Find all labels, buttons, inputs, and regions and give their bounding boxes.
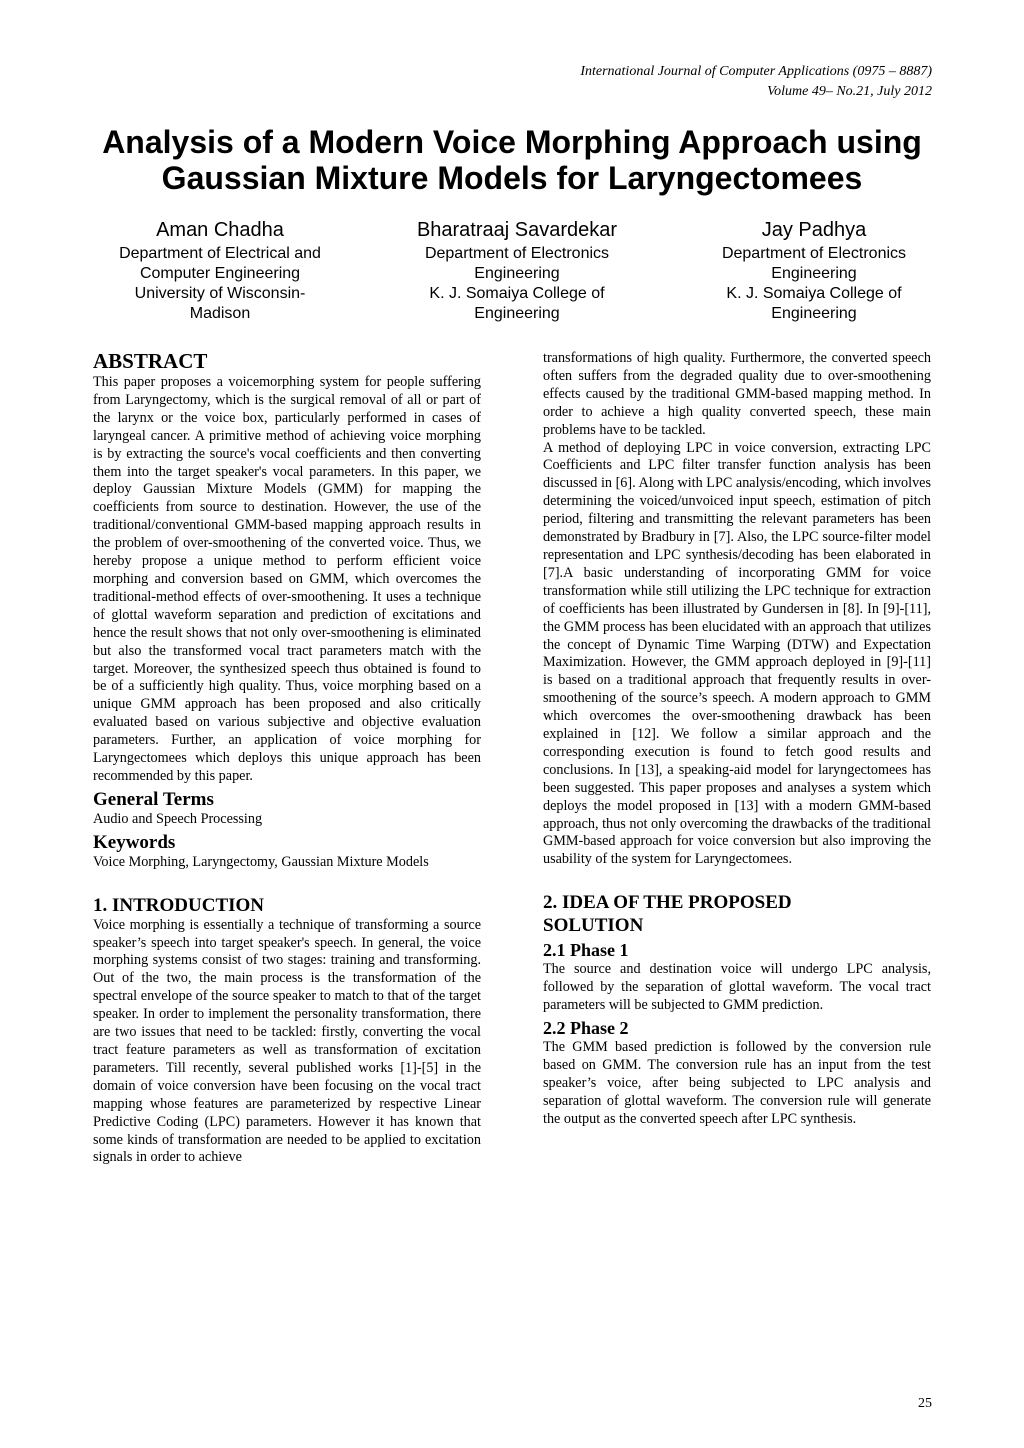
- intro-paragraph-2: A method of deploying LPC in voice conversion, extracting LPC Coefficients and LPC filter transfer function analysis has been discussed in [6]. Along with LPC analysis/encoding, which involves determining the voiced/unvoiced input speech, estimation of pitch period, filtering and transmitting the relevant parameters has been demonstrated by Bradbury in [7]. Also, the LPC source-filter model representation and LPC synthesis/decoding has been elaborated in [7].A basic understanding of incorporating GMM for voice transformation while still utilizing the LPC technique for extraction of coefficients has been illustrated by Gundersen in [8]. In [9]-[11], the GMM process has been elucidated with an approach that utilizes the concept of Dynamic Time Warping (DTW) and Expectation Maximization. However, the GMM approach deployed in [9]-[11] is based on a traditional approach that frequently results in over-smoothening of the source’s speech. A modern approach to GMM which overcomes the over-smoothening drawback has been explained in [12]. We follow a similar approach and the corresponding execution is found to fetch good results and conclusions. In [13], a speaking-aid model for laryngectomees has been suggested. This paper proposes and analyses a system which deploys the model proposed in [13] with a modern GMM-based approach, thus not only overcoming the drawbacks of the traditional GMM-based approach for voice conversion but also improving the usability of the system for Laryngectomees.: [543, 439, 931, 868]
- author-block: [90, 216, 944, 324]
- paper-title: [40, 124, 984, 196]
- author-department: Computer Engineering: [139, 265, 301, 282]
- author-department: Department of Electronics: [424, 245, 610, 262]
- author-name: Jay Padhya: [761, 219, 867, 241]
- phase-1-heading: 2.1 Phase 1: [543, 940, 629, 961]
- journal-name: International Journal of Computer Applications (0975 – 8887): [580, 64, 932, 79]
- abstract-heading: ABSTRACT: [93, 349, 208, 373]
- general-terms-heading: General Terms: [93, 788, 214, 810]
- section-2-heading-line-2: SOLUTION: [543, 915, 644, 937]
- general-terms-text: Audio and Speech Processing: [93, 810, 263, 827]
- author-institution: K. J. Somaiya College of: [429, 285, 605, 302]
- introduction-heading: 1. INTRODUCTION: [93, 894, 265, 916]
- journal-volume: Volume 49– No.21, July 2012: [767, 84, 932, 99]
- author-institution: Engineering: [771, 305, 857, 322]
- section-2-heading: [543, 891, 931, 937]
- abstract-text: This paper proposes a voicemorphing system for people suffering from Laryngectomy, which is the surgical removal of all or part of the larynx or the voice box, particularly performed in cases of laryngeal cancer. A primitive method of achieving voice morphing is by extracting the source's vocal coefficients and then converting them into the target speaker's vocal parameters. In this paper, we deploy Gaussian Mixture Models (GMM) for mapping the coefficients from source to destination. However, the use of the traditional/conventional GMM-based mapping approach results in the problem of over-smoothening of the converted voice. Thus, we hereby propose a unique method to perform efficient voice morphing and conversion based on GMM, which overcomes the traditional-method effects of over-smoothening. It uses a technique of glottal waveform separation and prediction of excitations and hence the result shows that not only over-smoothening is eliminated but also the transformed vocal tract parameters match with the target. Moreover, the synthesized speech thus obtained is found to be of a sufficiently high quality. Thus, voice morphing based on a unique GMM approach has been proposed and also critically evaluated based on various subjective and objective evaluation parameters. Further, an application of voice morphing for Laryngectomees which deploys this unique approach has been recommended by this paper.: [93, 374, 481, 784]
- page-number: 25: [918, 1396, 932, 1411]
- phase-2-heading: 2.2 Phase 2: [543, 1018, 629, 1038]
- section-2-heading-line-1: 2. IDEA OF THE PROPOSED: [543, 892, 792, 914]
- journal-header: [580, 62, 932, 102]
- author-1: [90, 216, 350, 324]
- author-institution: University of Wisconsin-: [134, 285, 306, 302]
- title-line-1: Analysis of a Modern Voice Morphing Approach using: [102, 124, 922, 160]
- keywords-text: Voice Morphing, Laryngectomy, Gaussian Mixture Models: [93, 853, 429, 870]
- author-institution: Engineering: [474, 305, 560, 322]
- author-3: [684, 216, 944, 324]
- title-line-2: Gaussian Mixture Models for Laryngectomees: [161, 160, 863, 196]
- author-institution: K. J. Somaiya College of: [726, 285, 902, 302]
- author-name: Aman Chadha: [156, 219, 284, 241]
- author-institution: Madison: [189, 305, 251, 322]
- author-department: Engineering: [474, 265, 560, 282]
- left-column: [93, 348, 481, 1167]
- phase-1-text: The source and destination voice will undergo LPC analysis, followed by the separation of glottal waveform. The vocal tract parameters will be subjected to GMM prediction.: [543, 961, 931, 1014]
- right-column: [543, 350, 931, 1129]
- intro-continued-text: transformations of high quality. Furthermore, the converted speech often suffers from the degraded quality due to over-smoothening effects caused by the traditional GMM-based mapping method. In order to achieve a high quality converted speech, these main problems have to be tackled.: [543, 350, 931, 438]
- phase-2-text: The GMM based prediction is followed by the conversion rule based on GMM. The conversion rule has an input from the test speaker’s voice, after being subjected to LPC analysis and separation of glottal waveform. The conversion rule will generate the output as the converted speech after LPC synthesis.: [543, 1039, 931, 1127]
- author-department: Engineering: [771, 265, 857, 282]
- keywords-heading: Keywords: [93, 831, 176, 853]
- author-2: [387, 216, 647, 324]
- author-department: Department of Electronics: [721, 245, 907, 262]
- introduction-text: Voice morphing is essentially a technique of transforming a source speaker’s speech into target speaker's speech. In general, the voice morphing systems consist of two stages: training and transforming. Out of the two, the main process is the transformation of the spectral envelope of the source speaker to match to that of the target speaker. In order to implement the personality transformation, there are two issues that need to be tackled: firstly, converting the vocal tract feature parameters as well as transformation of excitation parameters. Till recently, several published works [1]-[5] in the domain of voice conversion have been focusing on the vocal tract mapping whose features are parameterized by respective Linear Predictive Coding (LPC) parameters. However it has known that some kinds of transformation are needed to be applied to excitation signals in order to achieve: [93, 916, 481, 1166]
- author-department: Department of Electrical and: [119, 245, 321, 262]
- author-name: Bharatraaj Savardekar: [416, 219, 618, 241]
